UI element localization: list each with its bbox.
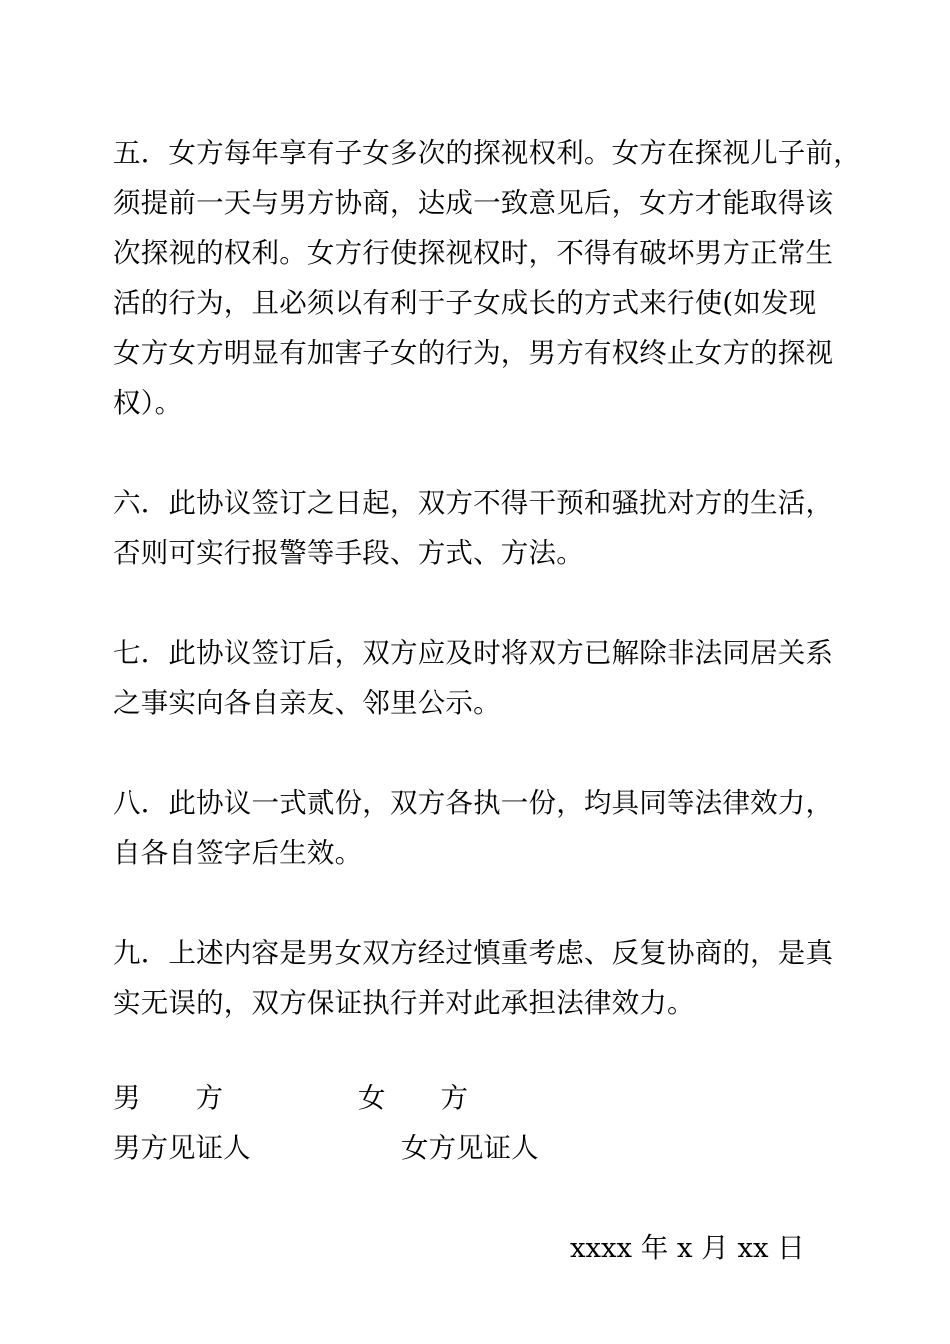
clause-line: 七．此协议签订后，双方应及时将双方已解除非法同居关系 [113,637,834,669]
male-witness-label: 男方见证人 [113,1132,251,1164]
male-party-label: 男 方 [113,1082,223,1114]
clause-line: 须提前一天与男方协商，达成一致意见后，女方才能取得该 [113,187,834,219]
clause-line: 活的行为，且必须以有利于子女成长的方式来行使(如发现 [113,287,817,319]
clause-line: 权）。 [113,387,183,419]
female-witness-label: 女方见证人 [401,1132,539,1164]
clause-line: 九．上述内容是男女双方经过慎重考虑、反复协商的，是真 [113,937,834,969]
clause-line: 女方女方明显有加害子女的行为，男方有权终止女方的探视 [113,337,834,369]
clause-7 [113,628,888,728]
clause-line: 六．此协议签订之日起，双方不得干预和骚扰对方的生活， [113,487,834,519]
clause-line: 五．女方每年享有子女多次的探视权利。女方在探视儿子前， [113,137,861,169]
signing-date: xxxx 年 x 月 xx 日 [570,1232,805,1264]
female-party-label: 女 方 [358,1082,468,1114]
clause-line: 次探视的权利。女方行使探视权时，不得有破坏男方正常生 [113,237,834,269]
clause-5 [113,128,888,428]
clause-line: 实无误的，双方保证执行并对此承担法律效力。 [113,987,695,1019]
clause-line: 八．此协议一式贰份，双方各执一份，均具同等法律效力， [113,787,834,819]
clause-9 [113,928,888,1028]
clause-line: 自各自签字后生效。 [113,837,363,869]
clause-line: 否则可实行报警等手段、方式、方法。 [113,537,584,569]
clause-6 [113,478,888,578]
clause-8 [113,778,888,878]
clause-line: 之事实向各自亲友、邻里公示。 [113,687,501,719]
